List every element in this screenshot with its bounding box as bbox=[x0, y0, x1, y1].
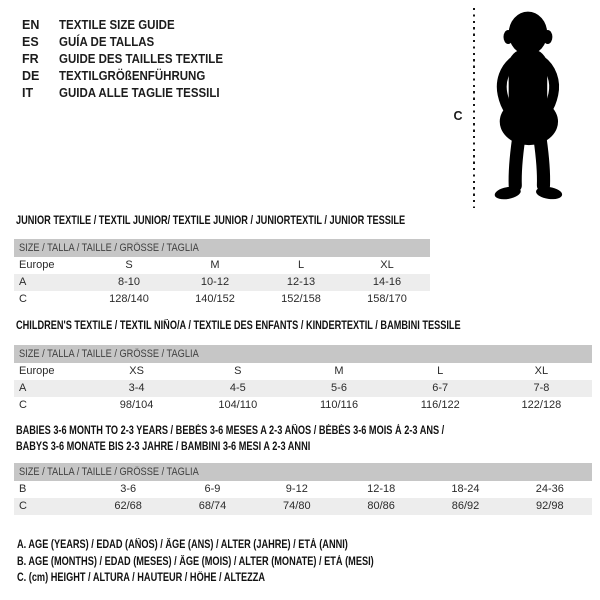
cell-value: 10-12 bbox=[200, 276, 230, 288]
cell-value: L bbox=[297, 259, 305, 271]
language-code: DE bbox=[22, 68, 40, 83]
cell-value: 3-4 bbox=[128, 382, 145, 394]
language-title: TEXTILGRÖßENFÜHRUNG bbox=[59, 68, 206, 83]
language-code: ES bbox=[22, 34, 39, 49]
cell-value: 110/116 bbox=[319, 399, 359, 411]
cell-value: XL bbox=[380, 259, 394, 271]
cell-value: 74/80 bbox=[283, 500, 311, 512]
language-code: EN bbox=[22, 17, 40, 32]
cell-value: 4-5 bbox=[229, 382, 246, 394]
cell-value: 6-9 bbox=[204, 483, 221, 495]
footnote-line: A. AGE (YEARS) / EDAD (AÑOS) / ÂGE (ANS) / ALTER (JAHRE) / ETÀ (ANNI) bbox=[17, 539, 348, 551]
size-header-bar bbox=[14, 345, 592, 363]
cell-value: 140/152 bbox=[195, 293, 235, 305]
cell-value: 152/158 bbox=[281, 293, 321, 305]
cell-value: 24-36 bbox=[535, 483, 564, 495]
language-row bbox=[22, 84, 237, 101]
row-label: Europe bbox=[19, 365, 55, 377]
footnotes bbox=[17, 537, 463, 587]
section-title-line: BABYS 3-6 MONATE BIS 2-3 JAHRE / BAMBINI 3-6 MESI A 2-3 ANNI bbox=[16, 441, 311, 453]
row-label: C bbox=[19, 500, 27, 512]
table-row bbox=[14, 498, 592, 515]
language-code: FR bbox=[22, 51, 39, 66]
cell-value: S bbox=[234, 365, 242, 377]
table-row bbox=[14, 481, 592, 498]
language-title: GUIDE DES TAILLES TEXTILE bbox=[59, 51, 224, 66]
language-row bbox=[22, 33, 237, 50]
section-title-line: BABIES 3-6 MONTH TO 2-3 YEARS / BEBÉS 3-6 MESES A 2-3 AÑOS / BÉBÉS 3-6 MOIS À 2-3 ANS / bbox=[16, 425, 445, 437]
row-label: C bbox=[19, 293, 27, 305]
size-header-text: SIZE / TALLA / TAILLE / GRÖSSE / TAGLIA bbox=[19, 242, 199, 254]
row-label: A bbox=[19, 382, 27, 394]
language-code: IT bbox=[22, 85, 34, 100]
cell-value: 18-24 bbox=[451, 483, 480, 495]
section-title-line: JUNIOR TEXTILE / TEXTIL JUNIOR/ TEXTILE JUNIOR / JUNIORTEXTIL / JUNIOR TESSILE bbox=[16, 215, 406, 227]
section-title-childrens-textile bbox=[16, 318, 572, 334]
row-label: A bbox=[19, 276, 27, 288]
height-measure-label: C bbox=[453, 109, 463, 123]
cell-value: 9-12 bbox=[285, 483, 308, 495]
language-title: GUÍA DE TALLAS bbox=[59, 34, 155, 49]
cell-value: 6-7 bbox=[432, 382, 449, 394]
size-header-bar bbox=[14, 239, 430, 257]
cell-value: 92/98 bbox=[536, 500, 564, 512]
size-header-bar bbox=[14, 463, 592, 481]
cell-value: 62/68 bbox=[114, 500, 142, 512]
footnote-line: B. AGE (MONTHS) / EDAD (MESES) / ÂGE (MOIS) / ALTER (MONATE) / ETÀ (MESI) bbox=[17, 555, 374, 568]
language-row bbox=[22, 16, 237, 33]
table-row bbox=[14, 397, 592, 414]
section-title-line: CHILDREN'S TEXTILE / TEXTIL NIÑO/A / TEXTILE DES ENFANTS / KINDERTEXTIL / BAMBINI TESSILE bbox=[16, 320, 461, 332]
language-row bbox=[22, 50, 237, 67]
cell-value: M bbox=[210, 259, 220, 271]
baby-silhouette-icon bbox=[480, 7, 574, 208]
table-row bbox=[14, 380, 592, 397]
table-row bbox=[14, 257, 430, 274]
cell-value: XL bbox=[534, 365, 549, 377]
row-label: C bbox=[19, 399, 27, 411]
cell-value: S bbox=[125, 259, 133, 271]
cell-value: L bbox=[437, 365, 444, 377]
cell-value: M bbox=[334, 365, 344, 377]
size-header-text: SIZE / TALLA / TAILLE / GRÖSSE / TAGLIA bbox=[19, 348, 199, 360]
cell-value: 128/140 bbox=[109, 293, 149, 305]
table-row bbox=[14, 291, 430, 308]
junior-size-table bbox=[14, 239, 430, 308]
section-title-junior-textile bbox=[16, 213, 502, 229]
language-title: TEXTILE SIZE GUIDE bbox=[59, 17, 175, 32]
cell-value: 122/128 bbox=[521, 399, 562, 411]
cell-value: 86/92 bbox=[451, 500, 480, 512]
section-title-babies-textile bbox=[16, 423, 551, 455]
cell-value: 12-13 bbox=[286, 276, 316, 288]
cell-value: 5-6 bbox=[331, 382, 347, 394]
cell-value: 12-18 bbox=[367, 483, 396, 495]
table-row bbox=[14, 363, 592, 380]
language-title: GUIDA ALLE TAGLIE TESSILI bbox=[59, 85, 220, 100]
cell-value: 80/86 bbox=[367, 500, 395, 512]
height-measure-dotted-line bbox=[473, 8, 475, 208]
row-label: B bbox=[19, 483, 27, 495]
cell-value: 116/122 bbox=[420, 399, 460, 411]
cell-value: 98/104 bbox=[119, 399, 154, 411]
cell-value: 3-6 bbox=[120, 483, 137, 495]
row-label: Europe bbox=[19, 259, 55, 271]
size-header-text: SIZE / TALLA / TAILLE / GRÖSSE / TAGLIA bbox=[19, 466, 199, 478]
children-size-table bbox=[14, 345, 592, 414]
language-list bbox=[22, 16, 237, 101]
footnote-line: C. (cm) HEIGHT / ALTURA / HAUTEUR / HÖHE / ALTEZZA bbox=[17, 572, 266, 584]
cell-value: 68/74 bbox=[198, 500, 227, 512]
table-row bbox=[14, 274, 430, 291]
babies-size-table bbox=[14, 463, 592, 515]
cell-value: 104/110 bbox=[218, 399, 258, 411]
cell-value: 14-16 bbox=[372, 276, 402, 288]
cell-value: XS bbox=[129, 365, 144, 377]
cell-value: 8-10 bbox=[117, 276, 141, 288]
cell-value: 158/170 bbox=[367, 293, 407, 305]
language-row bbox=[22, 67, 237, 84]
cell-value: 7-8 bbox=[533, 382, 550, 394]
